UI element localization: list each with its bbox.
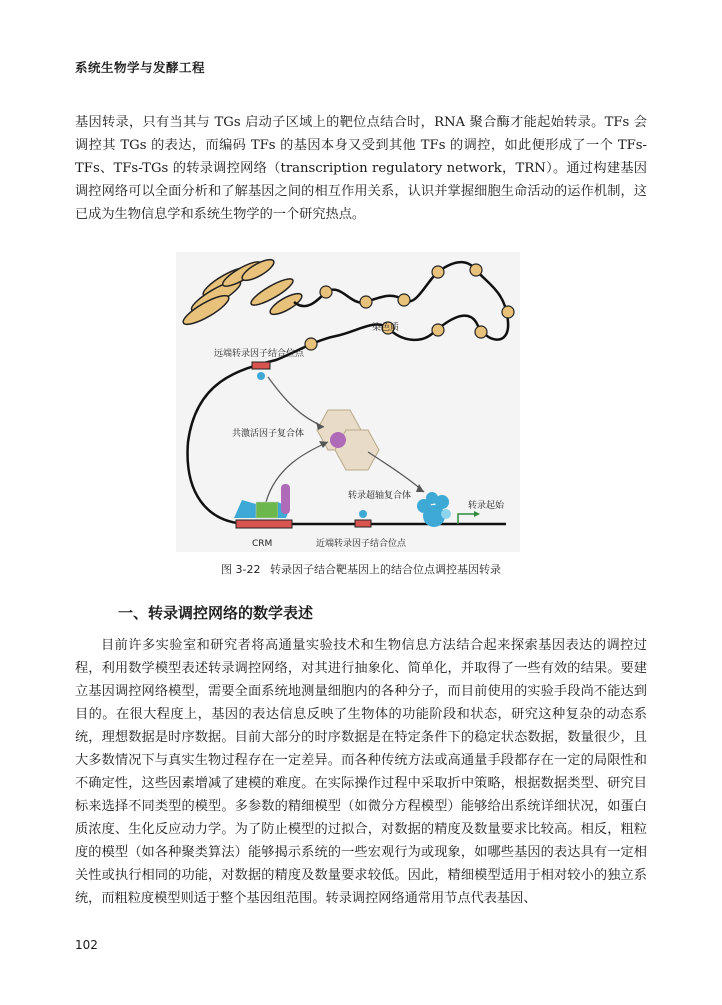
label-tss: 转录起始	[468, 501, 505, 511]
figure-illustration	[176, 252, 520, 552]
paragraph-intro: 基因转录，只有当其与 TGs 启动子区域上的靶位点结合时，RNA 聚合酶才能起始转录。TFs 会调控其 TGs 的表达，而编码 TFs 的基因本身又受到其他 TFs 的调控，如此便形成了一个 TFs-TFs、TFs-TGs 的转录调控网络（transcription regulatory network，TRN）。通过构建基因调控网络可以全面分析和了解基因之间的相互作用关系，认识并掌握细胞生命活动的运作机制，这已成为生物信息学和系统生物学的一个研究热点。	[75, 115, 647, 222]
distal-tf	[257, 372, 265, 380]
label-super-complex: 转录超轴复合体	[348, 491, 412, 501]
label-coactivator: 共激活因子复合体	[232, 429, 305, 439]
page-number: 102	[75, 938, 98, 952]
coactivator-core	[330, 432, 346, 448]
label-proximal-site: 近端转录因子结合位点	[316, 539, 407, 549]
figure-caption-text: 转录因子结合靶基因上的结合位点调控基因转录	[269, 563, 501, 576]
label-chromatin: 染色质	[372, 323, 400, 333]
figure-caption-number: 图 3-22	[221, 563, 261, 576]
section-title: 一、转录调控网络的数学表述	[118, 604, 314, 622]
running-header: 系统生物学与发酵工程	[75, 60, 206, 75]
proximal-tf	[359, 510, 367, 518]
figure-transcription-regulation	[176, 252, 520, 552]
paragraph-main: 目前许多实验室和研究者将高通量实验技术和生物信息方法结合起来探索基因表达的调控过程，利用数学模型表述转录调控网络，对其进行抽象化、简单化，并取得了一些有效的结果。要建立基因调控网络模型，需要全面系统地测量细胞内的各种分子，而目前使用的实验手段尚不能达到目的。在很大程度上，基因的表达信息反映了生物体的功能阶段和状态，研究这种复杂的动态系统，理想数据是时序数据。目前大部分的时序数据是在特定条件下的稳定状态数据，数量很少，且大多数情况下与真实生物过程存在一定差异。而各种传统方法或高通量手段都存在一定的局限性和不确定性，这些因素增减了建模的难度。在实际操作过程中采取折中策略，根据数据类型、研究目标来选择不同类型的模型。多参数的精细模型（如微分方程模型）能够给出系统详细状况，如蛋白质浓度、生化反应动力学。为了防止模型的过拟合，对数据的精度及数量要求比较高。相反，粗粒度的模型（如各种聚类算法）能够揭示系统的一些宏观行为或现象，如哪些基因的表达具有一定相关性或执行相同的功能，对数据的精度及数量要求较低。因此，精细模型适用于相对较小的独立系统，而粗粒度模型则适于整个基因组范围。转录调控网络通常用节点代表基因、	[75, 638, 647, 906]
distal-binding-site	[252, 362, 270, 369]
label-crm: CRM	[252, 539, 273, 549]
label-distal-site: 远端转录因子结合位点	[214, 349, 305, 359]
figure-caption	[0, 561, 722, 577]
proximal-binding-site	[355, 520, 371, 527]
